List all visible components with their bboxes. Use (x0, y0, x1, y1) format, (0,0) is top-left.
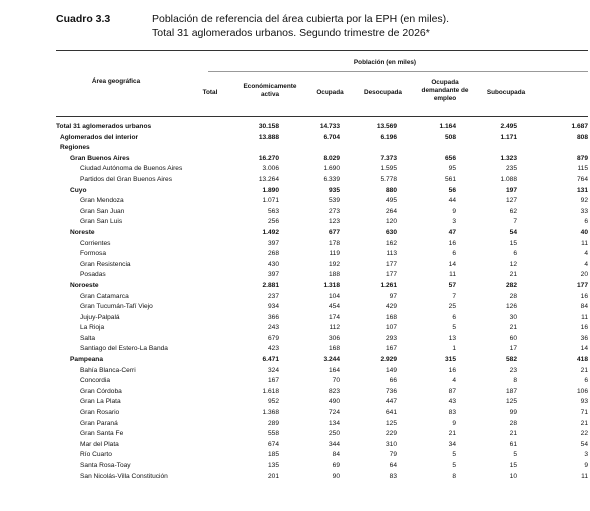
cell-total: 289 (267, 419, 279, 427)
row-label: Concordia (80, 377, 111, 385)
table-row (56, 472, 590, 483)
table-row (56, 164, 590, 175)
cell-desocupada: 561 (444, 175, 456, 183)
cell-ocupada: 97 (389, 292, 397, 300)
cell-ocupada: 495 (385, 197, 397, 205)
cell-ocupada: 13.569 (376, 123, 397, 130)
cell-ocupada-demandante: 197 (505, 186, 517, 194)
cell-desocupada: 508 (444, 133, 456, 141)
header-economicamente-activa: Económicamente activa (243, 83, 297, 98)
cell-subocupada: 36 (580, 334, 588, 342)
table-row (56, 302, 590, 313)
cell-economicamente-activa: 69 (332, 462, 340, 469)
header-group-label: Población (en miles) (353, 59, 417, 66)
cell-total: 324 (267, 366, 279, 374)
cell-ocupada-demandante: 7 (513, 218, 517, 226)
cell-economicamente-activa: 8.029 (323, 154, 340, 162)
cell-ocupada-demandante: 23 (509, 366, 517, 374)
cell-ocupada-demandante: 5 (513, 451, 517, 459)
cell-total: 3.006 (262, 165, 279, 173)
table-row (56, 196, 590, 207)
cell-subocupada: 40 (580, 228, 588, 236)
table-row (56, 260, 590, 271)
cell-total: 563 (267, 207, 279, 215)
cell-desocupada: 8 (452, 472, 456, 480)
row-label: Mar del Plata (80, 440, 119, 448)
row-label: Gran Catamarca (80, 292, 129, 300)
table-row (56, 143, 590, 154)
cell-total: 185 (267, 451, 279, 459)
row-label: Corrientes (80, 239, 111, 247)
table-row (56, 366, 590, 377)
cell-ocupada-demandante: 17 (509, 345, 517, 353)
cell-total: 952 (267, 398, 279, 406)
cell-subocupada: 418 (576, 356, 588, 364)
cell-desocupada: 5 (452, 462, 456, 469)
cell-desocupada: 1 (452, 345, 456, 353)
header-desocupada: Desocupada (363, 89, 402, 96)
cell-economicamente-activa: 490 (328, 398, 340, 406)
cell-ocupada: 7.373 (380, 154, 397, 162)
cell-ocupada-demandante: 15 (509, 462, 517, 469)
cell-desocupada: 7 (452, 292, 456, 300)
cell-desocupada: 83 (448, 409, 456, 417)
cell-ocupada: 293 (385, 334, 397, 342)
cell-ocupada-demandante: 21 (509, 271, 517, 279)
row-label: Total 31 aglomerados urbanos (56, 123, 152, 130)
cell-ocupada: 5.778 (380, 175, 397, 183)
cell-ocupada: 2.929 (380, 356, 397, 364)
cell-economicamente-activa (279, 143, 340, 154)
cell-subocupada: 93 (580, 398, 588, 406)
cell-total: 135 (267, 462, 279, 469)
cell-desocupada: 3 (452, 218, 456, 226)
table-row (56, 154, 590, 165)
table-row (56, 207, 590, 218)
table-body (56, 122, 590, 482)
table-row (56, 292, 590, 303)
row-label: Gran Tucumán-Tafí Viejo (80, 303, 153, 311)
cell-ocupada: 125 (385, 419, 397, 427)
cell-economicamente-activa: 724 (328, 409, 340, 417)
cell-ocupada-demandante: 21 (509, 324, 517, 332)
cell-desocupada: 315 (444, 356, 456, 364)
table-row (56, 228, 590, 239)
row-label: Salta (80, 334, 96, 342)
cell-ocupada: 630 (385, 228, 397, 236)
cell-ocupada-demandante: 125 (505, 398, 517, 406)
row-label: Pampeana (70, 356, 103, 364)
cell-economicamente-activa: 192 (328, 260, 340, 268)
cell-economicamente-activa: 344 (328, 440, 340, 448)
cell-ocupada-demandante: 6 (513, 250, 517, 258)
cell-desocupada: 14 (448, 260, 456, 268)
cell-desocupada: 6 (452, 313, 456, 321)
cell-economicamente-activa: 119 (329, 250, 340, 258)
cell-desocupada (397, 143, 456, 154)
row-label: Noroeste (70, 281, 99, 289)
cell-ocupada: 64 (389, 462, 397, 469)
cell-ocupada: 79 (389, 451, 397, 459)
cell-total: 1.492 (262, 228, 279, 236)
cell-economicamente-activa: 112 (329, 324, 340, 332)
cell-ocupada: 880 (385, 186, 397, 194)
cell-ocupada (340, 143, 397, 154)
row-label: Gran Paraná (80, 419, 118, 427)
cell-desocupada: 21 (448, 430, 456, 438)
cell-economicamente-activa: 306 (328, 334, 340, 342)
cell-ocupada: 83 (389, 472, 397, 480)
cell-subocupada: 84 (580, 303, 588, 311)
cell-subocupada: 764 (576, 175, 588, 183)
table-row (56, 313, 590, 324)
cell-ocupada-demandante: 282 (505, 281, 517, 289)
cell-subocupada: 4 (584, 250, 588, 258)
cell-desocupada: 13 (448, 334, 456, 342)
cell-economicamente-activa: 539 (328, 197, 340, 205)
cell-total: 423 (267, 345, 279, 353)
table-row (56, 461, 590, 472)
cell-desocupada: 5 (452, 324, 456, 332)
cell-ocupada-demandante: 54 (509, 228, 517, 236)
cell-total: 674 (267, 440, 279, 448)
row-label: Gran Buenos Aires (70, 154, 130, 162)
cell-ocupada: 162 (385, 239, 397, 247)
table-title-line-1: Población de referencia del área cubierta por la EPH (en miles). (152, 13, 450, 25)
table-row (56, 133, 590, 144)
cell-total: 366 (267, 313, 279, 321)
header-ocupada: Ocupada (316, 89, 344, 96)
table-row (56, 419, 590, 430)
cell-ocupada: 447 (385, 398, 397, 406)
cell-total: 201 (267, 472, 279, 480)
row-label: Gran Santa Fe (80, 430, 124, 438)
cell-subocupada (517, 143, 590, 154)
cell-economicamente-activa: 1.690 (323, 165, 340, 173)
cell-economicamente-activa: 188 (328, 271, 340, 279)
cell-desocupada: 4 (452, 377, 456, 385)
cell-desocupada: 9 (452, 419, 456, 427)
cell-ocupada-demandante: 61 (509, 440, 517, 448)
table-row (56, 281, 590, 292)
cell-economicamente-activa: 3.244 (323, 356, 340, 364)
cell-ocupada-demandante: 30 (509, 313, 517, 321)
cell-desocupada: 11 (449, 271, 456, 279)
cell-total (200, 143, 279, 154)
cell-desocupada: 95 (448, 165, 456, 173)
cell-ocupada: 120 (385, 218, 397, 226)
cell-subocupada: 9 (584, 462, 588, 469)
cell-ocupada-demandante: 235 (505, 165, 517, 173)
cell-ocupada: 229 (385, 430, 397, 438)
cell-total: 13.264 (258, 175, 279, 183)
cell-ocupada-demandante: 1.171 (500, 133, 517, 141)
row-label: Aglomerados del interior (60, 133, 139, 141)
row-label: Noreste (70, 228, 95, 236)
cell-economicamente-activa: 454 (328, 303, 340, 311)
cell-total: 1.368 (262, 409, 279, 417)
cell-total: 167 (267, 377, 279, 385)
cell-subocupada: 879 (576, 154, 588, 162)
cell-subocupada: 106 (576, 387, 588, 395)
cell-ocupada: 6.196 (380, 133, 397, 141)
row-label: Formosa (80, 250, 107, 258)
cell-total: 679 (267, 334, 279, 342)
cell-ocupada-demandante: 28 (509, 292, 517, 300)
cell-economicamente-activa: 134 (328, 419, 340, 427)
cell-total: 558 (267, 430, 279, 438)
cell-economicamente-activa: 6.704 (323, 133, 340, 141)
cell-economicamente-activa: 823 (328, 387, 340, 395)
cell-total: 13.888 (258, 133, 279, 141)
cell-economicamente-activa: 84 (332, 451, 340, 459)
cell-subocupada: 6 (584, 377, 588, 385)
cell-desocupada: 5 (452, 451, 456, 459)
cell-economicamente-activa: 70 (332, 377, 340, 385)
table-row (56, 440, 590, 451)
cell-ocupada: 113 (386, 250, 397, 258)
cell-ocupada: 1.261 (380, 281, 397, 289)
row-label: Gran Mendoza (80, 197, 124, 205)
cell-economicamente-activa: 273 (328, 207, 340, 215)
cell-ocupada: 264 (385, 207, 397, 215)
row-label: Jujuy-Palpalá (80, 313, 120, 321)
cell-desocupada: 9 (452, 207, 456, 215)
header-group-rule (208, 71, 588, 72)
cell-total: 1.071 (262, 197, 279, 205)
cell-desocupada: 57 (448, 281, 456, 289)
cell-ocupada-demandante: 15 (509, 239, 517, 247)
cell-subocupada: 4 (584, 260, 588, 268)
table-number: Cuadro 3.3 (56, 13, 111, 25)
cell-ocupada-demandante: 126 (505, 303, 517, 311)
cell-ocupada: 66 (389, 377, 397, 385)
cell-total: 1.890 (262, 186, 279, 194)
cell-desocupada: 87 (448, 387, 456, 395)
cell-desocupada: 25 (448, 303, 456, 311)
table-row (56, 249, 590, 260)
cell-economicamente-activa: 178 (328, 239, 340, 247)
cell-economicamente-activa: 123 (328, 218, 340, 226)
cell-total: 237 (267, 292, 279, 300)
cell-desocupada: 47 (448, 228, 456, 236)
cell-ocupada: 641 (385, 409, 397, 417)
cell-subocupada: 177 (576, 281, 588, 289)
cell-desocupada: 6 (452, 250, 456, 258)
cell-subocupada: 21 (580, 366, 588, 374)
cell-subocupada: 11 (581, 313, 588, 321)
cell-economicamente-activa: 14.733 (319, 123, 340, 130)
cell-ocupada-demandante: 2.495 (500, 123, 517, 130)
cell-total: 430 (267, 260, 279, 268)
table-row (56, 239, 590, 250)
table-row (56, 175, 590, 186)
population-table (56, 122, 590, 482)
header-subocupada: Subocupada (486, 89, 526, 96)
row-label: Gran Resistencia (80, 260, 131, 268)
cell-subocupada: 54 (580, 440, 588, 448)
cell-ocupada-demandante: 12 (509, 260, 517, 268)
header-area: Área geográfica (91, 78, 141, 85)
cell-desocupada: 1.164 (439, 123, 456, 130)
table-title-line-2: Total 31 aglomerados urbanos. Segundo trimestre de 2026* (152, 27, 430, 39)
cell-ocupada-demandante: 1.088 (500, 175, 517, 183)
table-row (56, 344, 590, 355)
cell-subocupada: 92 (580, 197, 588, 205)
cell-subocupada: 33 (580, 207, 588, 215)
header-total: Total (202, 89, 218, 96)
cell-total: 256 (267, 218, 279, 226)
row-label: La Rioja (80, 324, 105, 332)
row-label: Río Cuarto (80, 451, 112, 459)
table-row (56, 186, 590, 197)
cell-ocupada-demandante: 60 (509, 334, 517, 342)
row-label: Ciudad Autónoma de Buenos Aires (80, 165, 183, 173)
top-rule (56, 50, 588, 51)
cell-total: 6.471 (262, 356, 279, 364)
cell-economicamente-activa: 6.339 (323, 175, 340, 183)
cell-ocupada: 107 (385, 324, 397, 332)
cell-ocupada: 167 (385, 345, 397, 353)
cell-ocupada: 149 (385, 366, 397, 374)
row-label: Regiones (60, 144, 90, 152)
cell-ocupada-demandante: 8 (513, 377, 517, 385)
cell-subocupada: 115 (577, 165, 588, 173)
cell-total: 1.618 (262, 387, 279, 395)
cell-ocupada: 736 (385, 387, 397, 395)
table-row (56, 355, 590, 366)
cell-ocupada-demandante: 1.323 (500, 154, 517, 162)
row-label: Gran San Juan (80, 207, 125, 215)
cell-economicamente-activa: 104 (328, 292, 340, 300)
cell-economicamente-activa: 250 (328, 430, 340, 438)
cell-subocupada: 71 (580, 409, 588, 417)
cell-total: 397 (267, 271, 279, 279)
row-label: Santa Rosa-Toay (80, 462, 131, 469)
cell-subocupada: 16 (580, 292, 588, 300)
cell-total: 16.270 (258, 154, 279, 162)
cell-desocupada: 44 (448, 197, 456, 205)
row-label: Partidos del Gran Buenos Aires (80, 175, 172, 183)
row-label: Cuyo (70, 186, 87, 194)
cell-economicamente-activa: 935 (328, 186, 340, 194)
cell-subocupada: 1.687 (571, 123, 588, 130)
table-row (56, 387, 590, 398)
cell-total: 243 (267, 324, 279, 332)
cell-ocupada-demandante: 62 (509, 207, 517, 215)
cell-ocupada: 429 (385, 303, 397, 311)
cell-ocupada-demandante: 127 (505, 197, 517, 205)
table-row (56, 122, 590, 133)
cell-subocupada: 11 (581, 472, 588, 480)
cell-ocupada-demandante: 582 (505, 356, 517, 364)
row-label: Gran La Plata (80, 398, 121, 406)
table-row (56, 429, 590, 440)
cell-subocupada: 11 (581, 239, 588, 247)
cell-ocupada: 177 (385, 271, 397, 279)
cell-ocupada-demandante (456, 143, 517, 154)
cell-ocupada-demandante: 21 (509, 430, 517, 438)
row-label: San Nicolás-Villa Constitución (80, 472, 168, 480)
cell-ocupada: 168 (385, 313, 397, 321)
row-label: Gran San Luis (80, 218, 123, 226)
cell-subocupada: 808 (576, 133, 588, 141)
row-label: Bahía Blanca-Cerri (80, 366, 136, 374)
table-row (56, 450, 590, 461)
row-label: Santiago del Estero-La Banda (80, 345, 168, 353)
cell-economicamente-activa: 168 (328, 345, 340, 353)
row-label: Gran Rosario (80, 409, 120, 417)
cell-ocupada-demandante: 187 (505, 387, 517, 395)
cell-ocupada: 310 (385, 440, 397, 448)
cell-ocupada-demandante: 10 (509, 472, 517, 480)
table-row (56, 408, 590, 419)
cell-desocupada: 43 (448, 398, 456, 406)
cell-subocupada: 6 (584, 218, 588, 226)
cell-total: 934 (267, 303, 279, 311)
cell-subocupada: 14 (580, 345, 588, 353)
cell-subocupada: 3 (584, 451, 588, 459)
cell-total: 397 (267, 239, 279, 247)
table-row (56, 376, 590, 387)
cell-desocupada: 56 (448, 186, 456, 194)
cell-desocupada: 656 (444, 154, 456, 162)
cell-subocupada: 21 (580, 419, 588, 427)
cell-economicamente-activa: 1.318 (323, 281, 340, 289)
cell-desocupada: 16 (448, 239, 456, 247)
cell-economicamente-activa: 677 (328, 228, 340, 236)
cell-economicamente-activa: 174 (328, 313, 340, 321)
cell-subocupada: 22 (580, 430, 588, 438)
table-row (56, 323, 590, 334)
cell-total: 268 (267, 250, 279, 258)
cell-total: 30.158 (258, 123, 279, 130)
header-bottom-rule (56, 116, 588, 117)
cell-subocupada: 131 (576, 186, 588, 194)
row-label: Posadas (80, 271, 106, 279)
table-row (56, 397, 590, 408)
header-ocupada-demandante: Ocupada demandante de empleo (421, 79, 469, 102)
cell-desocupada: 34 (448, 440, 456, 448)
cell-total: 2.881 (262, 281, 279, 289)
cell-subocupada: 20 (580, 271, 588, 279)
cell-desocupada: 16 (448, 366, 456, 374)
cell-ocupada: 177 (385, 260, 397, 268)
table-row (56, 270, 590, 281)
table-row (56, 217, 590, 228)
row-label: Gran Córdoba (80, 387, 122, 395)
cell-ocupada-demandante: 28 (509, 419, 517, 427)
cell-ocupada: 1.595 (380, 165, 397, 173)
cell-economicamente-activa: 164 (328, 366, 340, 374)
cell-subocupada: 16 (580, 324, 588, 332)
cell-ocupada-demandante: 99 (509, 409, 517, 417)
cell-economicamente-activa: 90 (332, 472, 340, 480)
table-row (56, 334, 590, 345)
